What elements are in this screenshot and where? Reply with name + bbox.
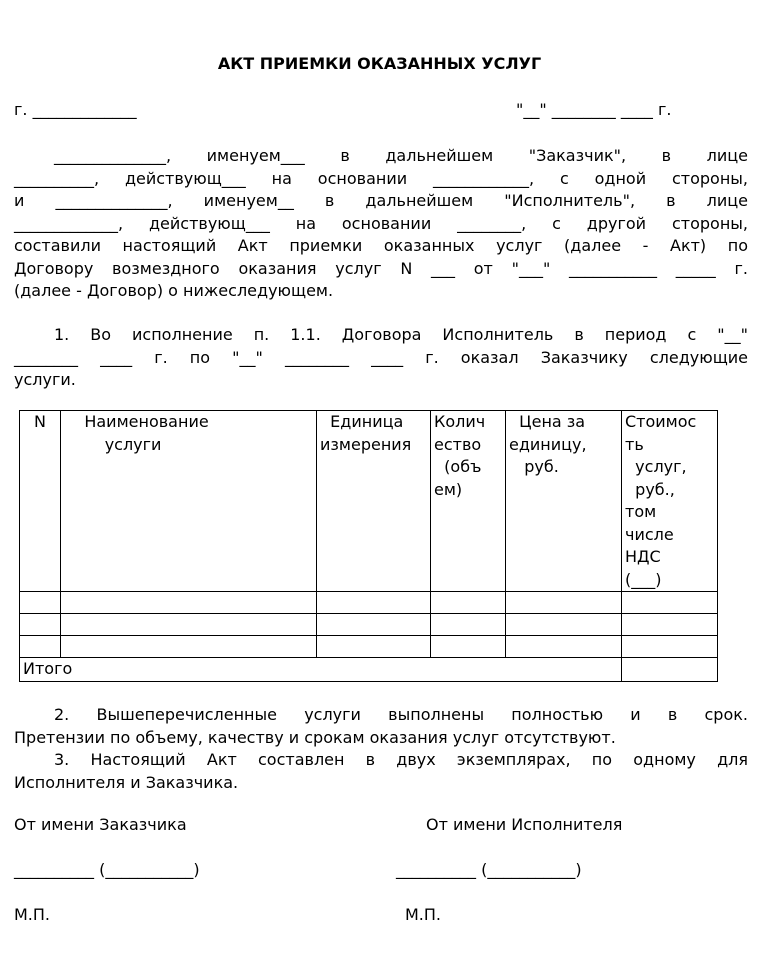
table-cell [20,592,61,614]
table-cell [506,636,622,658]
clause3-line-1: 3. Настоящий Акт составлен в двух экземплярах, по одному для [54,750,748,769]
table-header-row [20,411,718,592]
header-number: N [20,411,61,592]
parties-line-1: ______________, именуем___ в дальнейшем "Заказчик", в лице [54,146,748,165]
table-row [20,592,718,614]
clause2-line-2: Претензии по объему, качеству и срокам оказания услуг отсутствуют. [14,727,616,747]
header-unit-price: Цена за единицу, руб. [506,411,622,592]
table-cell [622,614,718,636]
table-cell [20,636,61,658]
place-field: г. _____________ [14,100,137,119]
table-cell [506,592,622,614]
clause3-line-2: Исполнителя и Заказчика. [14,772,239,792]
clause1-line-1: 1. Во исполнение п. 1.1. Договора Исполнитель в период с "__" [54,325,748,344]
total-value [622,658,718,682]
customer-signature-label: От имени Заказчика [14,815,187,834]
clause1-line-3: услуги. [14,370,76,389]
table-total-row [20,658,718,682]
table-cell [506,614,622,636]
header-service-name: Наименование услуги [61,411,317,592]
executor-signature-label: От имени Исполнителя [426,815,623,834]
parties-line-3: и ______________, именуем__ в дальнейшем "Исполнитель", в лице [14,191,748,210]
executor-signature-line: __________ (___________) [396,860,582,879]
table-row [20,614,718,636]
parties-line-7: (далее - Договор) о нижеследующем. [14,281,334,300]
table-cell [317,636,431,658]
table-cell [61,636,317,658]
clause2-line-1: 2. Вышеперечисленные услуги выполнены полностью и в срок. [54,705,748,724]
parties-line-4: _____________, действующ___ на основании ________, с другой стороны, [14,213,748,233]
executor-seal: М.П. [405,905,442,924]
parties-line-5: составили настоящий Акт приемки оказанных услуг (далее - Акт) по [14,236,748,255]
date-field: "__" ________ ____ г. [516,100,672,119]
table-cell [431,614,506,636]
table-cell [317,614,431,636]
table-cell [431,592,506,614]
table-cell [20,614,61,636]
table-cell [61,614,317,636]
parties-line-2: __________, действующ___ на основании ____________, с одной стороны, [14,168,748,188]
table-row [20,636,718,658]
header-unit: Единица измерения [317,411,431,592]
table-cell [622,592,718,614]
customer-signature-line: __________ (___________) [14,860,200,879]
table-cell [317,592,431,614]
header-quantity: Колич ество (объ ем) [431,411,506,592]
table-cell [622,636,718,658]
customer-seal: М.П. [14,905,51,924]
header-total-cost: Стоимос ть услуг, руб., том числе НДС (___) [622,411,718,592]
table-cell [61,592,317,614]
table-cell [431,636,506,658]
document-title: АКТ ПРИЕМКИ ОКАЗАННЫХ УСЛУГ [217,54,542,73]
clause1-line-2: ________ ____ г. по "__" ________ ____ г. оказал Заказчику следующие [14,347,748,367]
total-label: Итого [20,658,622,682]
services-table [19,410,718,682]
parties-line-6: Договору возмездного оказания услуг N ___ от "___" ___________ _____ г. [14,258,748,278]
